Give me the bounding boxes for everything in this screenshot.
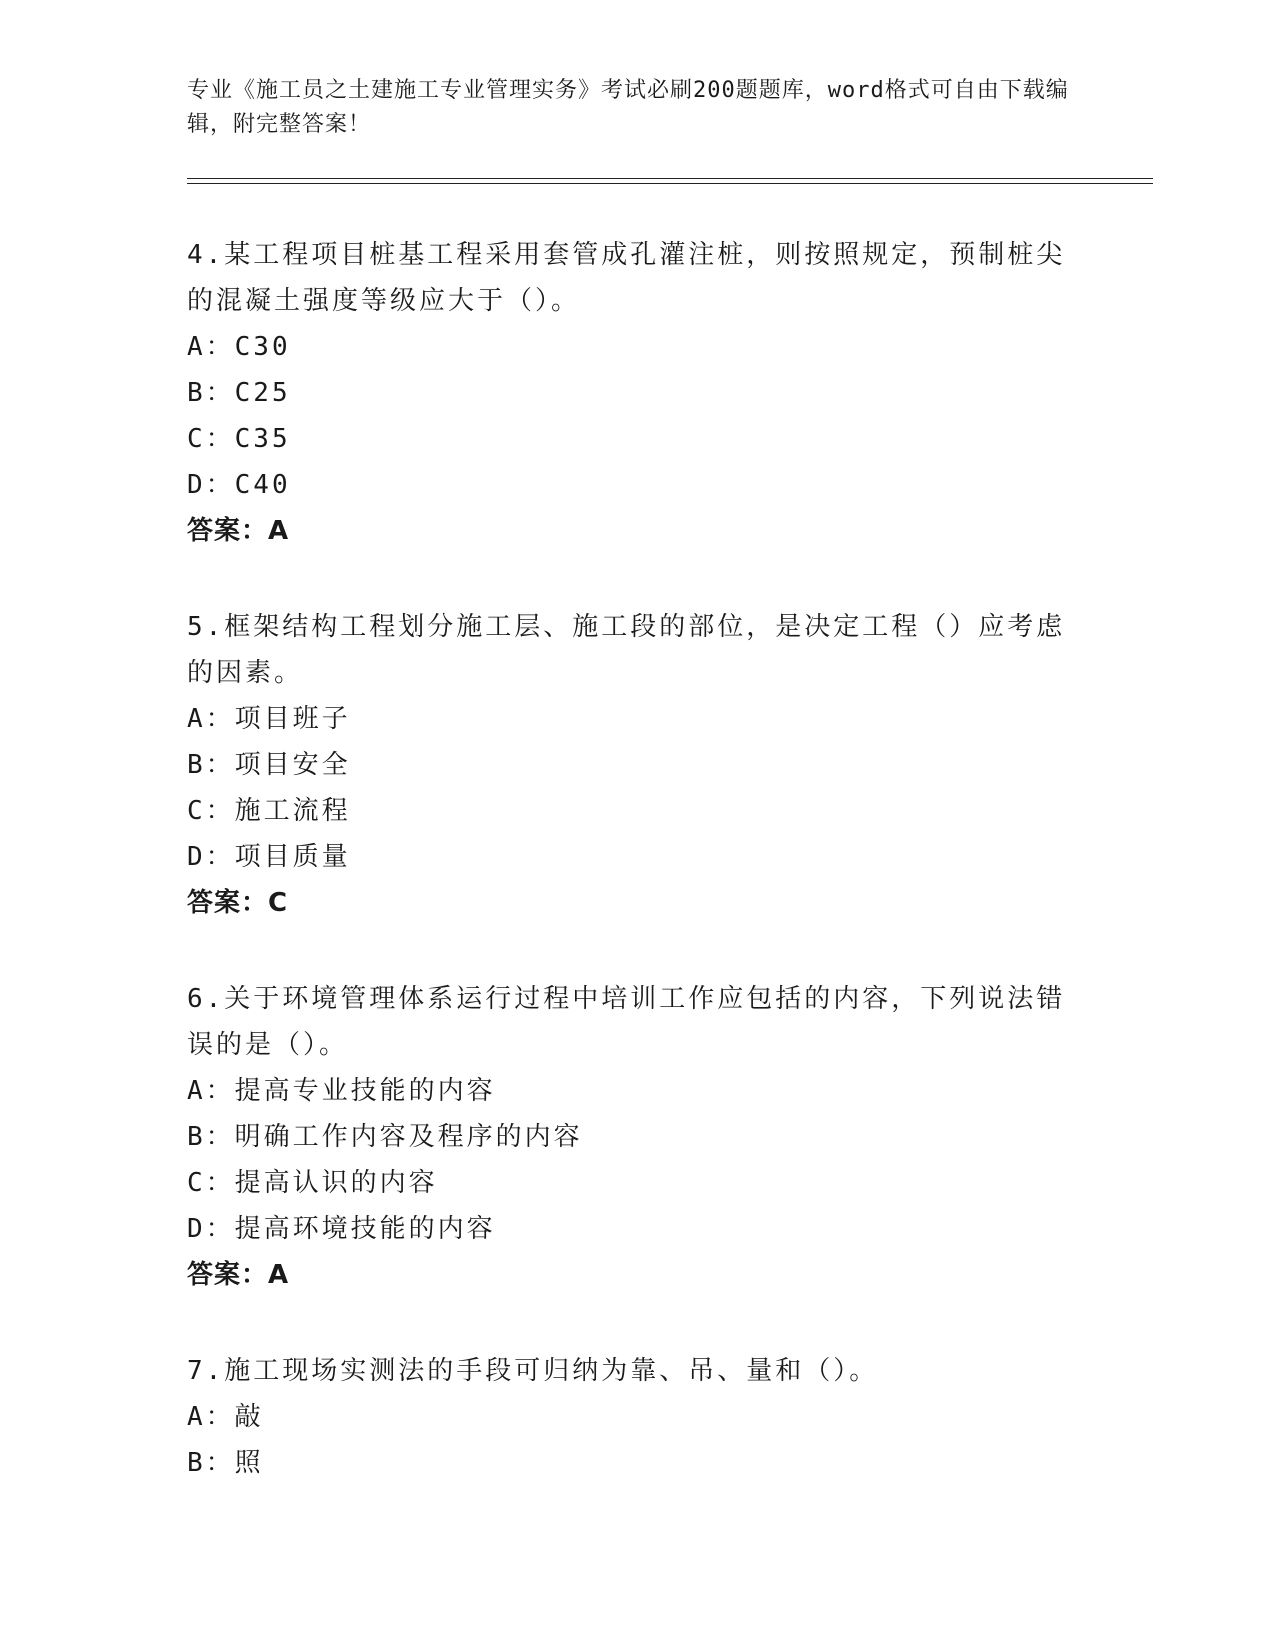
answer-label: 答案：C — [187, 888, 289, 918]
question-list — [187, 232, 1087, 1536]
question-6 — [187, 976, 1087, 1298]
document-header: 专业《施工员之土建施工专业管理实务》考试必刷200题题库，word格式可自由下载编辑，附完整答案！ — [187, 78, 1069, 137]
question-5 — [187, 604, 1087, 926]
option-b: B：项目安全 — [187, 750, 351, 780]
option-c: C：C35 — [187, 424, 291, 454]
header-divider-bottom — [187, 183, 1153, 184]
header-divider-top — [187, 178, 1153, 179]
option-c: C：提高认识的内容 — [187, 1168, 438, 1198]
question-text: 5.框架结构工程划分施工层、施工段的部位，是决定工程（）应考虑的因素。 — [187, 612, 1066, 688]
option-b: B：明确工作内容及程序的内容 — [187, 1122, 583, 1152]
option-d: D：提高环境技能的内容 — [187, 1214, 496, 1244]
option-a: A：C30 — [187, 332, 291, 362]
question-4 — [187, 232, 1087, 554]
answer-label: 答案：A — [187, 516, 290, 546]
option-d: D：项目质量 — [187, 842, 351, 872]
question-text: 6.关于环境管理体系运行过程中培训工作应包括的内容，下列说法错误的是（）。 — [187, 984, 1066, 1060]
option-a: A：项目班子 — [187, 704, 351, 734]
question-7 — [187, 1348, 1087, 1486]
option-a: A：提高专业技能的内容 — [187, 1076, 496, 1106]
option-b: B：照 — [187, 1448, 264, 1478]
question-text: 7.施工现场实测法的手段可归纳为靠、吊、量和（）。 — [187, 1356, 879, 1386]
answer-label: 答案：A — [187, 1260, 290, 1290]
option-a: A：敲 — [187, 1402, 264, 1432]
option-d: D：C40 — [187, 470, 291, 500]
question-text: 4.某工程项目桩基工程采用套管成孔灌注桩，则按照规定，预制桩尖的混凝土强度等级应大于（）。 — [187, 240, 1066, 316]
option-c: C：施工流程 — [187, 796, 351, 826]
option-b: B：C25 — [187, 378, 291, 408]
